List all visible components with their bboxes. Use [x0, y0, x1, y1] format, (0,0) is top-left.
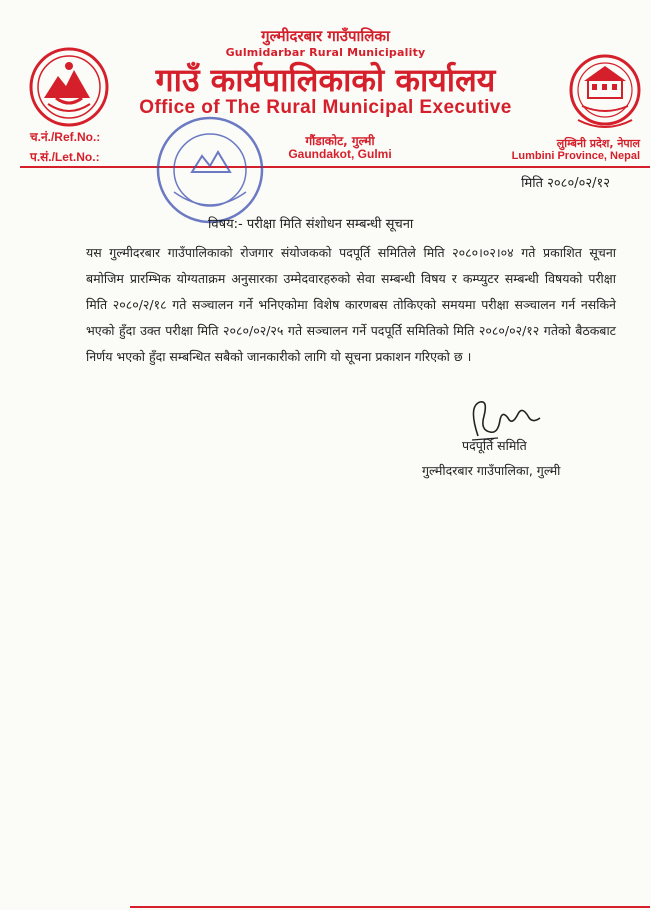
province-english: Lumbini Province, Nepal: [511, 150, 640, 162]
municipality-name-nepali: गुल्मीदरबार गाउँपालिका: [261, 27, 390, 45]
ref-no-label: च.नं./Ref.No.:: [30, 130, 101, 144]
address-english: Gaundakot, Gulmi: [288, 147, 392, 161]
footer-divider: [130, 906, 650, 908]
letter-no-label: प.सं./Let.No.:: [30, 150, 100, 164]
signatory-committee: पदपूर्ति समिति: [462, 438, 527, 453]
notice-body: यस गुल्मीदरबार गाउँपालिकाको रोजगार संयोजकको पदपूर्ति समितिले मिति २०८०।०२।०४ गते प्रकाशित सूचना बमोजिम प्रारम्भिक योग्यताक्रम अनुसारका उम्मेदवारहरुको सेवा सम्बन्धी विषय र कम्प्युटर सम्बन्धी विषयको परीक्षा मिति २०८०/२/१८ गते सञ्चालन गर्ने भनिएकोमा विशेष कारणबस तोकिएको समयमा परीक्षा सञ्चालन गर्न नसकिने भएको हुँदा उक्त परीक्षा मिति २०८०/०२/२५ गते सञ्चालन गर्ने पदपूर्ति समितिको मिति २०८०/०२/१२ गतेको बैठकबाट निर्णय भएको हुँदा सम्बन्धित सबैको जानकारीको लागि यो सूचना प्रकाशन गरिएको छ ।: [86, 245, 616, 364]
address-nepali: गौंडाकोट, गुल्मी: [305, 134, 375, 148]
notice-subject: विषय:- परीक्षा मिति संशोधन सम्बन्धी सूचना: [208, 217, 414, 232]
header-divider: [20, 166, 650, 168]
signatory-office: गुल्मीदरबार गाउँपालिका, गुल्मी: [422, 463, 561, 478]
office-title-english: Office of The Rural Municipal Executive: [139, 97, 512, 118]
municipality-name-english: Gulmidarbar Rural Municipality: [225, 46, 426, 59]
province-nepali: लुम्बिनी प्रदेश, नेपाल: [556, 137, 640, 150]
office-title-nepali: गाउँ कार्यपालिकाको कार्यालय: [155, 61, 496, 99]
notice-date: मिति २०८०/०२/१२: [521, 176, 610, 191]
office-stamp-icon: [152, 112, 268, 228]
